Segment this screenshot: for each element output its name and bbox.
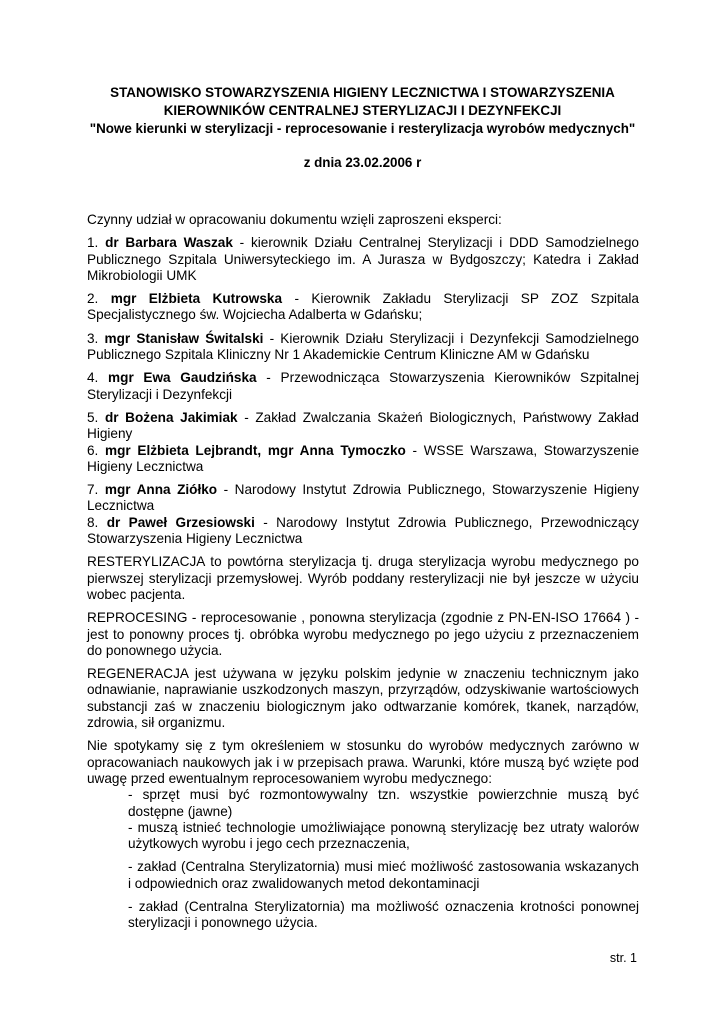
expert-name: dr Barbara Waszak (105, 235, 233, 251)
expert-number: 7. (87, 482, 99, 498)
expert-number: 1. (87, 235, 99, 251)
condition-item: - sprzęt musi być rozmontowywalny tzn. wszystkie powierzchnie muszą być dostępne (jawne) (128, 787, 639, 819)
document-body (87, 212, 639, 939)
expert-name: mgr Elżbieta Lejbrandt, mgr Anna Tymoczko (105, 442, 406, 458)
paragraph-nie-spotykamy: Nie spotykamy się z tym określeniem w stosunku do wyrobów medycznych zarówno w opracowaniach naukowych jak i w przepisach prawa. Warunki, które muszą być wzięte pod uwagę przed ewentualnym reprocesowaniem wyrobu medycznego: (87, 738, 639, 786)
expert-number: 5. (87, 409, 99, 425)
expert-item-3 (87, 331, 639, 364)
expert-name: mgr Ewa Gaudzińska (108, 370, 257, 386)
expert-item-7 (87, 482, 639, 515)
title-line-1: STANOWISKO STOWARZYSZENIA HIGIENY LECZNICTWA I STOWARZYSZENIA (110, 85, 615, 100)
expert-desc: - Narodowy Instytut Zdrowia Publicznego, Przewodniczący Stowarzyszenia Higieny Lecznictwa (87, 514, 639, 547)
intro-text: Czynny udział w opracowaniu dokumentu wzięli zaproszeni eksperci: (87, 212, 502, 227)
expert-number: 6. (87, 442, 99, 458)
expert-number: 8. (87, 514, 99, 530)
condition-item: - zakład (Centralna Sterylizatornia) musi mieć możliwość zastosowania wskazanych i odpowiednich oraz zwalidowanych metod dekontaminacji (128, 859, 639, 891)
expert-item-6 (87, 443, 639, 476)
expert-item-2 (87, 291, 639, 324)
expert-desc: - WSSE Warszawa, Stowarzyszenie Higieny Lecznictwa (87, 442, 640, 474)
expert-desc: - Narodowy Instytut Zdrowia Publicznego, Stowarzyszenie Higieny Lecznictwa (87, 482, 640, 514)
expert-name: mgr Anna Ziółko (104, 482, 218, 498)
expert-desc: - Przewodnicząca Stowarzyszenia Kierowników Szpitalnej Sterylizacji i Dezynfekcji (87, 370, 640, 402)
expert-name: dr Bożena Jakimiak (104, 409, 238, 425)
expert-name: mgr Elżbieta Kutrowska (110, 291, 283, 307)
expert-desc: - Kierownik Zakładu Sterylizacji SP ZOZ Szpitala Specjalistycznego św. Wojciecha Adalberta w Gdańsku; (87, 291, 639, 323)
expert-desc: - Kierownik Działu Sterylizacji i Dezynfekcji Samodzielnego Publicznego Szpitala Kliniczny Nr 1 Akademickie Centrum Kliniczne AM w Gdańsku (87, 330, 639, 363)
expert-number: 2. (87, 291, 99, 307)
expert-name: mgr Stanisław Świtalski (104, 330, 264, 346)
conditions-list (128, 787, 639, 931)
condition-item: - muszą istnieć technologie umożliwiające ponowną sterylizację bez utraty walorów użytkowych wyrobu i jego cech przeznaczenia, (128, 819, 639, 852)
expert-desc: - Zakład Zwalczania Skażeń Biologicznych, Państwowy Zakład Higieny (87, 409, 639, 442)
expert-number: 4. (87, 370, 99, 386)
expert-item-8 (87, 515, 639, 548)
expert-number: 3. (87, 330, 99, 346)
expert-item-4 (87, 370, 639, 403)
condition-item: - zakład (Centralna Sterylizatornia) ma możliwość oznaczenia krotności ponownej sterylizacji i ponownego użycia. (128, 898, 639, 931)
title-line-3: "Nowe kierunki w sterylizacji - reprocesowanie i resterylizacja wyrobów medycznych" (89, 121, 636, 136)
page-number: str. 1 (609, 951, 637, 965)
expert-item-5 (87, 410, 639, 443)
document-date: z dnia 23.02.2006 r (303, 155, 422, 170)
expert-item-1 (87, 235, 639, 284)
expert-desc: - kierownik Działu Centralnej Sterylizacji i DDD Samodzielnego Publicznego Szpitala Uniwersyteckiego im. A Jurasza w Bydgoszczy; Katedra i Zakład Mikrobiologii UMK (87, 235, 639, 283)
expert-name: dr Paweł Grzesiowski (106, 514, 255, 530)
paragraph-reprocesing: REPROCESING - reprocesowanie , ponowna sterylizacja (zgodnie z PN-EN-ISO 17664 ) - jest to ponowny proces tj. obróbka wyrobu medycznego po jego użyciu z przeznaczeniem do ponownego użycia. (87, 610, 639, 658)
title-line-2: KIEROWNIKÓW CENTRALNEJ STERYLIZACJI I DEZYNFEKCJI (163, 103, 562, 118)
document-header (0, 84, 725, 172)
paragraph-regeneracja: REGENERACJA jest używana w języku polskim jedynie w znaczeniu technicznym jako odnawianie, naprawianie uszkodzonych maszyn, przyrządów, odzyskiwanie wartościowych substancji zaś w znaczeniu biologicznym jako odtwarzanie komórek, tkanek, narządów, zdrowia, sił organizmu. (87, 666, 639, 731)
paragraph-resterylizacja: RESTERYLIZACJA to powtórna sterylizacja tj. druga sterylizacja wyrobu medycznego po pierwszej sterylizacji przemysłowej. Wyrób poddany resterylizacji nie był jeszcze w użyciu wobec pacjenta. (87, 554, 639, 602)
